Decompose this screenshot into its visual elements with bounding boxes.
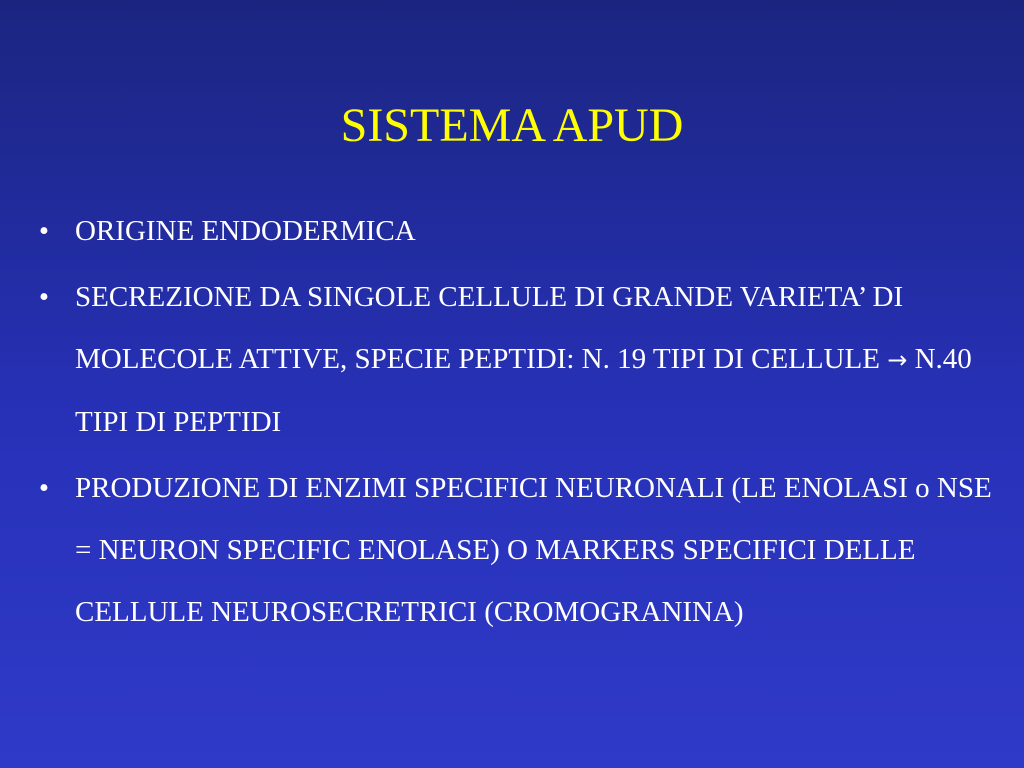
bullet-item-secrezione [0, 266, 1024, 453]
bullet-marker: • [38, 215, 50, 247]
bullet-text: ORIGINE ENDODERMICA [75, 215, 416, 247]
slide-title: SISTEMA APUD [340, 99, 684, 152]
bullet-text-part2: N.40 TIPI DI PEPTIDI [75, 343, 972, 438]
bullet-marker: • [38, 472, 50, 504]
bullet-list [0, 200, 1024, 647]
bullet-item-produzione [0, 457, 1024, 643]
bullet-marker: • [38, 281, 50, 313]
bullet-item-origine [0, 200, 1024, 262]
bullet-text: PRODUZIONE DI ENZIMI SPECIFICI NEURONALI (LE ENOLASI o NSE = NEURON SPECIFIC ENOLASE) O MARKERS SPECIFICI DELLE CELLULE NEUROSECRETRICI (CROMOGRANINA) [75, 472, 992, 628]
bullet-text-part1: SECREZIONE DA SINGOLE CELLULE DI GRANDE VARIETA’ DI MOLECOLE ATTIVE, SPECIE PEPTIDI: N. 19 TIPI DI CELLULE [75, 281, 904, 375]
right-arrow-icon: → [887, 346, 908, 374]
